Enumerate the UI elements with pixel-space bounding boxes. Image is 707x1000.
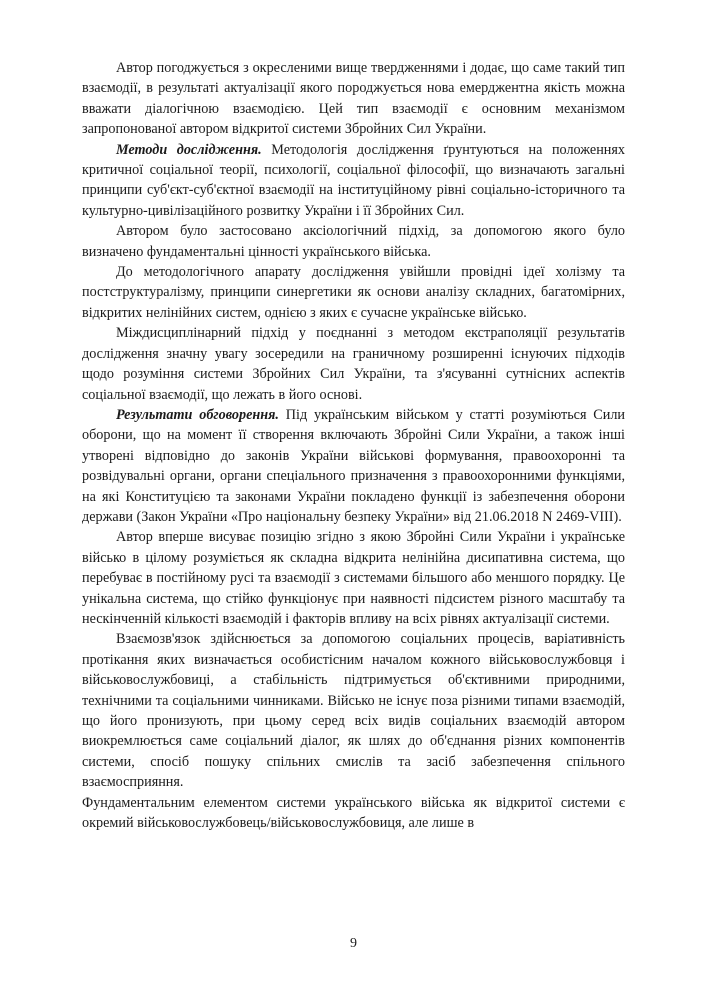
- page-number: 9: [350, 936, 357, 951]
- paragraph: [82, 140, 625, 222]
- paragraph-text: Взаємозв'язок здійснюється за допомогою соціальних процесів, варіативність протікання яких визначається особистісним началом кожного військовослужбовця і військовослужбовиці, а стабільність підтримується об'єктивними природними, технічними та соціальними чинниками. Військо не існує поза різними типами взаємодій, що його пронизують, при цьому серед всіх видів соціальних взаємодій автором виокремлюється саме соціальний діалог, як шлях до об'єднання різних компонентів системи, спосіб пошуку спільних смислів та засіб забезпечення спільного взаємосприяння.: [82, 631, 625, 791]
- paragraph-text: Автор погоджується з окресленими вище твердженнями і додає, що саме такий тип взаємодії, в результаті актуалізації якого породжується нова емерджентна якість можна вважати діалогічною взаємодією. Цей тип взаємодії є основним механізмом запропонованої автором відкритої системи Збройних Сил України.: [82, 60, 625, 138]
- paragraph-lead: Результати обговорення.: [116, 406, 279, 423]
- paragraph: [82, 262, 625, 323]
- paragraph: [82, 58, 625, 140]
- paragraph: [82, 323, 625, 405]
- paragraph: [82, 221, 625, 262]
- paragraph-lead: Методи дослідження.: [116, 141, 262, 158]
- paragraph-text: Міждисциплінарний підхід у поєднанні з методом екстраполяції результатів дослідження значну увагу зосередили на граничному розширенні існуючих підходів щодо розуміння системи Збройних Сил України, та з'ясуванні сутнісних аспектів соціальної взаємодії, що лежать в його основі.: [82, 325, 625, 403]
- paragraph-text: Методологія дослідження ґрунтуються на положеннях критичної соціальної теорії, психології, соціальної філософії, що визначають загальні принципи суб'єкт-суб'єктної взаємодії на інституційному рівні соціально-історичного та культурно-цивілізаційного розвитку України і її Збройних Сил.: [82, 141, 625, 219]
- paragraph: [82, 405, 625, 527]
- paragraph: [82, 629, 625, 792]
- paragraph-text: Автор вперше висуває позицію згідно з якою Збройні Сили України і українське військо в цілому розуміється як складна відкрита нелінійна дисипативна система, що перебуває в постійному русі та взаємодії з системами більшого або меншого порядку. Це унікальна система, що стійко функціонує при наявності підсистем різного масштабу та нескінченній кількості взаємодій і факторів впливу на всіх рівнях актуалізації системи.: [82, 529, 625, 627]
- paragraph-text: Під українським військом у статті розуміються Сили оборони, що на момент її створення включають Збройні Сили України, а також інші утворені відповідно до законів України військові формування, правоохоронні та розвідувальні органи, органи спеціального призначення з правоохоронними функціями, на які Конституцією та законами України покладено функції із забезпечення оборони держави (Закон України «Про національну безпеку України» від 21.06.2018 N 2469-VIII).: [82, 406, 626, 525]
- paragraph-text: Автором було застосовано аксіологічний підхід, за допомогою якого було визначено фундаментальні цінності українського війська.: [82, 223, 625, 260]
- paragraph-text: До методологічного апарату дослідження увійшли провідні ідеї холізму та постструктуралізму, принципи синергетики як основи аналізу складних, багатомірних, відкритих нелінійних систем, однією з яких є сучасне українське військо.: [82, 264, 625, 321]
- document-body: [82, 58, 625, 833]
- paragraph-text: Фундаментальним елементом системи українського війська як відкритої системи є окремий військовослужбовець/військовослужбовиця, але лише в: [82, 794, 625, 832]
- paragraph: [82, 793, 625, 834]
- paragraph: [82, 527, 625, 629]
